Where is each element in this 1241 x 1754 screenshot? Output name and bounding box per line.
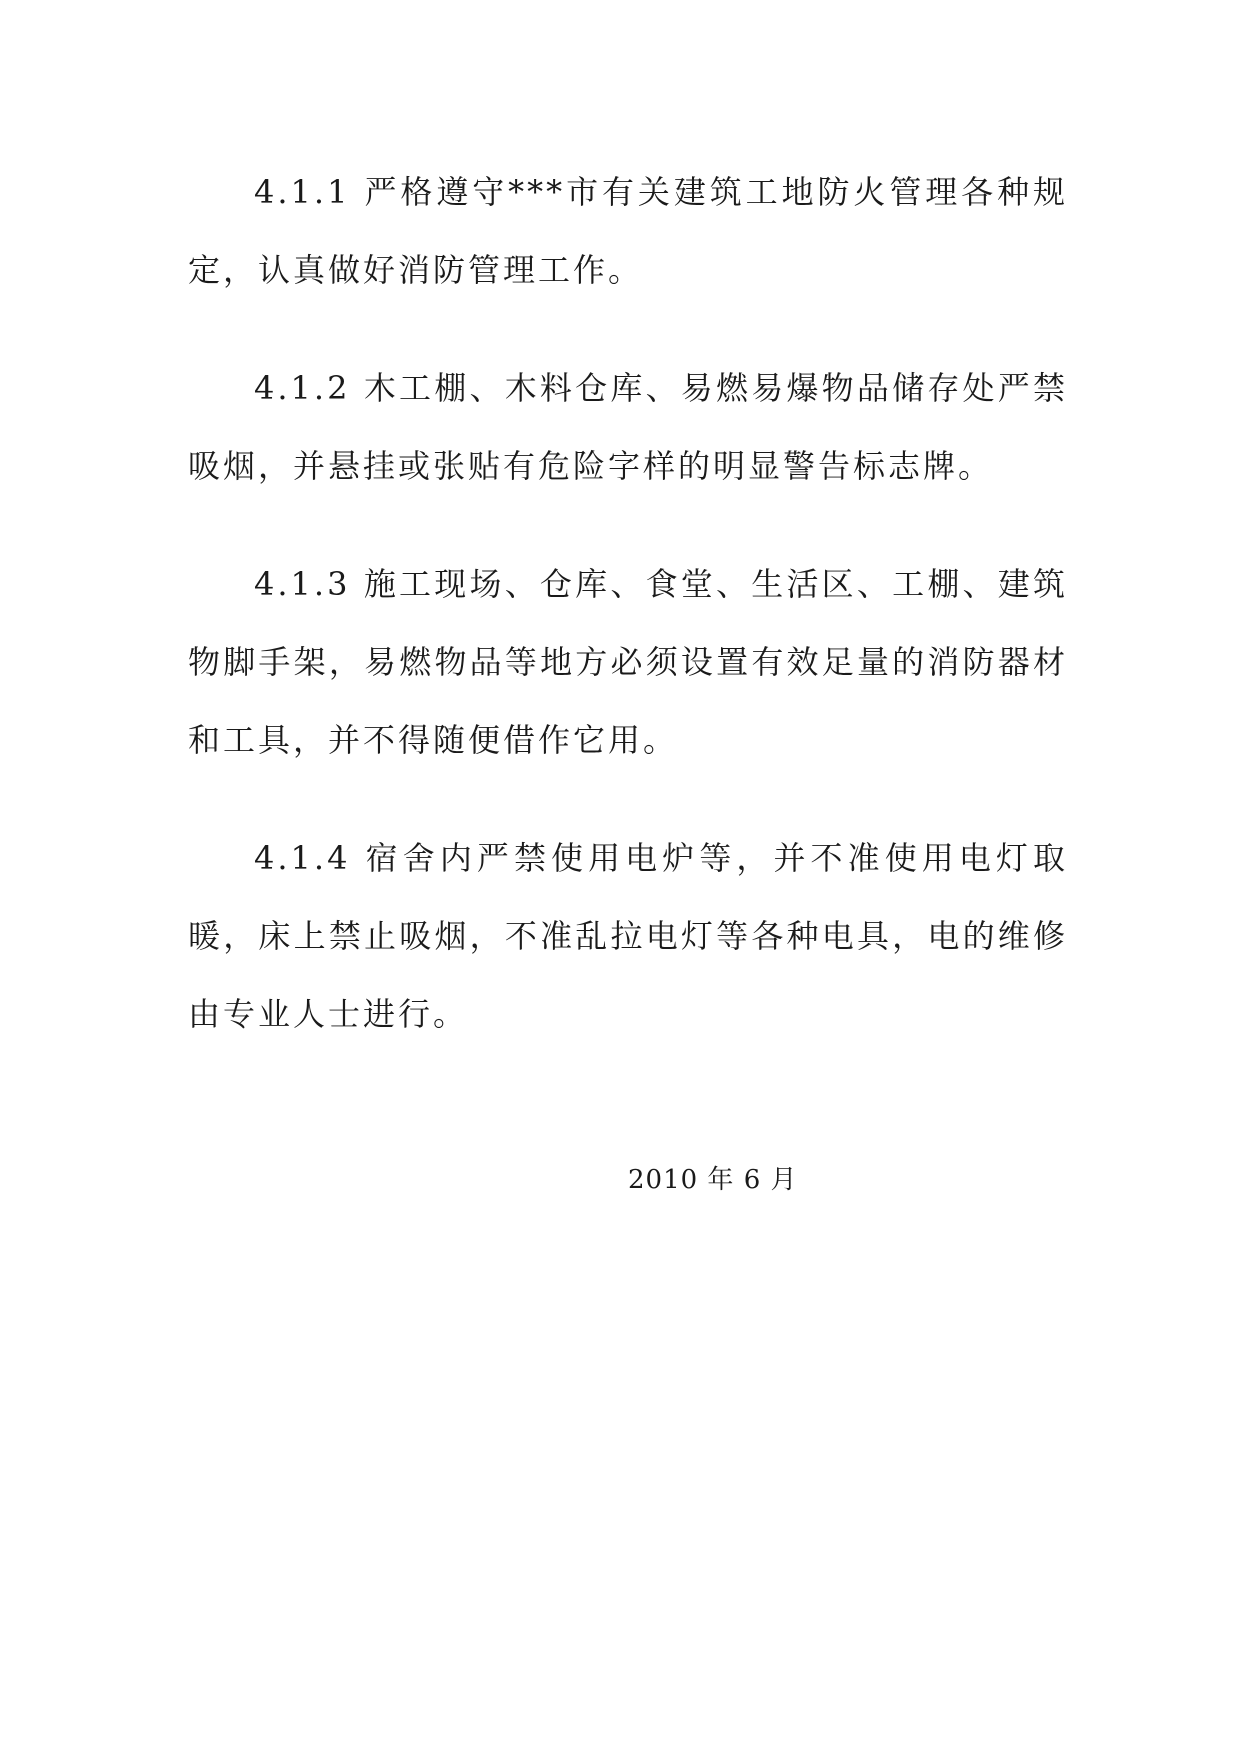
paragraph-4-1-2: 4.1.2 木工棚、木料仓库、易燃易爆物品储存处严禁吸烟，并悬挂或张贴有危险字样的明显警告标志牌。 bbox=[188, 369, 1068, 485]
paragraph-4-1-4: 4.1.4 宿舍内严禁使用电炉等，并不准使用电灯取暖，床上禁止吸烟，不准乱拉电灯等各种电具，电的维修由专业人士进行。 bbox=[188, 839, 1068, 1033]
document-date: 2010 年 6 月 bbox=[628, 1165, 798, 1195]
paragraph-4-1-3: 4.1.3 施工现场、仓库、食堂、生活区、工棚、建筑物脚手架，易燃物品等地方必须设置有效足量的消防器材和工具，并不得随便借作它用。 bbox=[188, 565, 1068, 759]
paragraph-4-1-1: 4.1.1 严格遵守***市有关建筑工地防火管理各种规定，认真做好消防管理工作。 bbox=[188, 173, 1068, 289]
